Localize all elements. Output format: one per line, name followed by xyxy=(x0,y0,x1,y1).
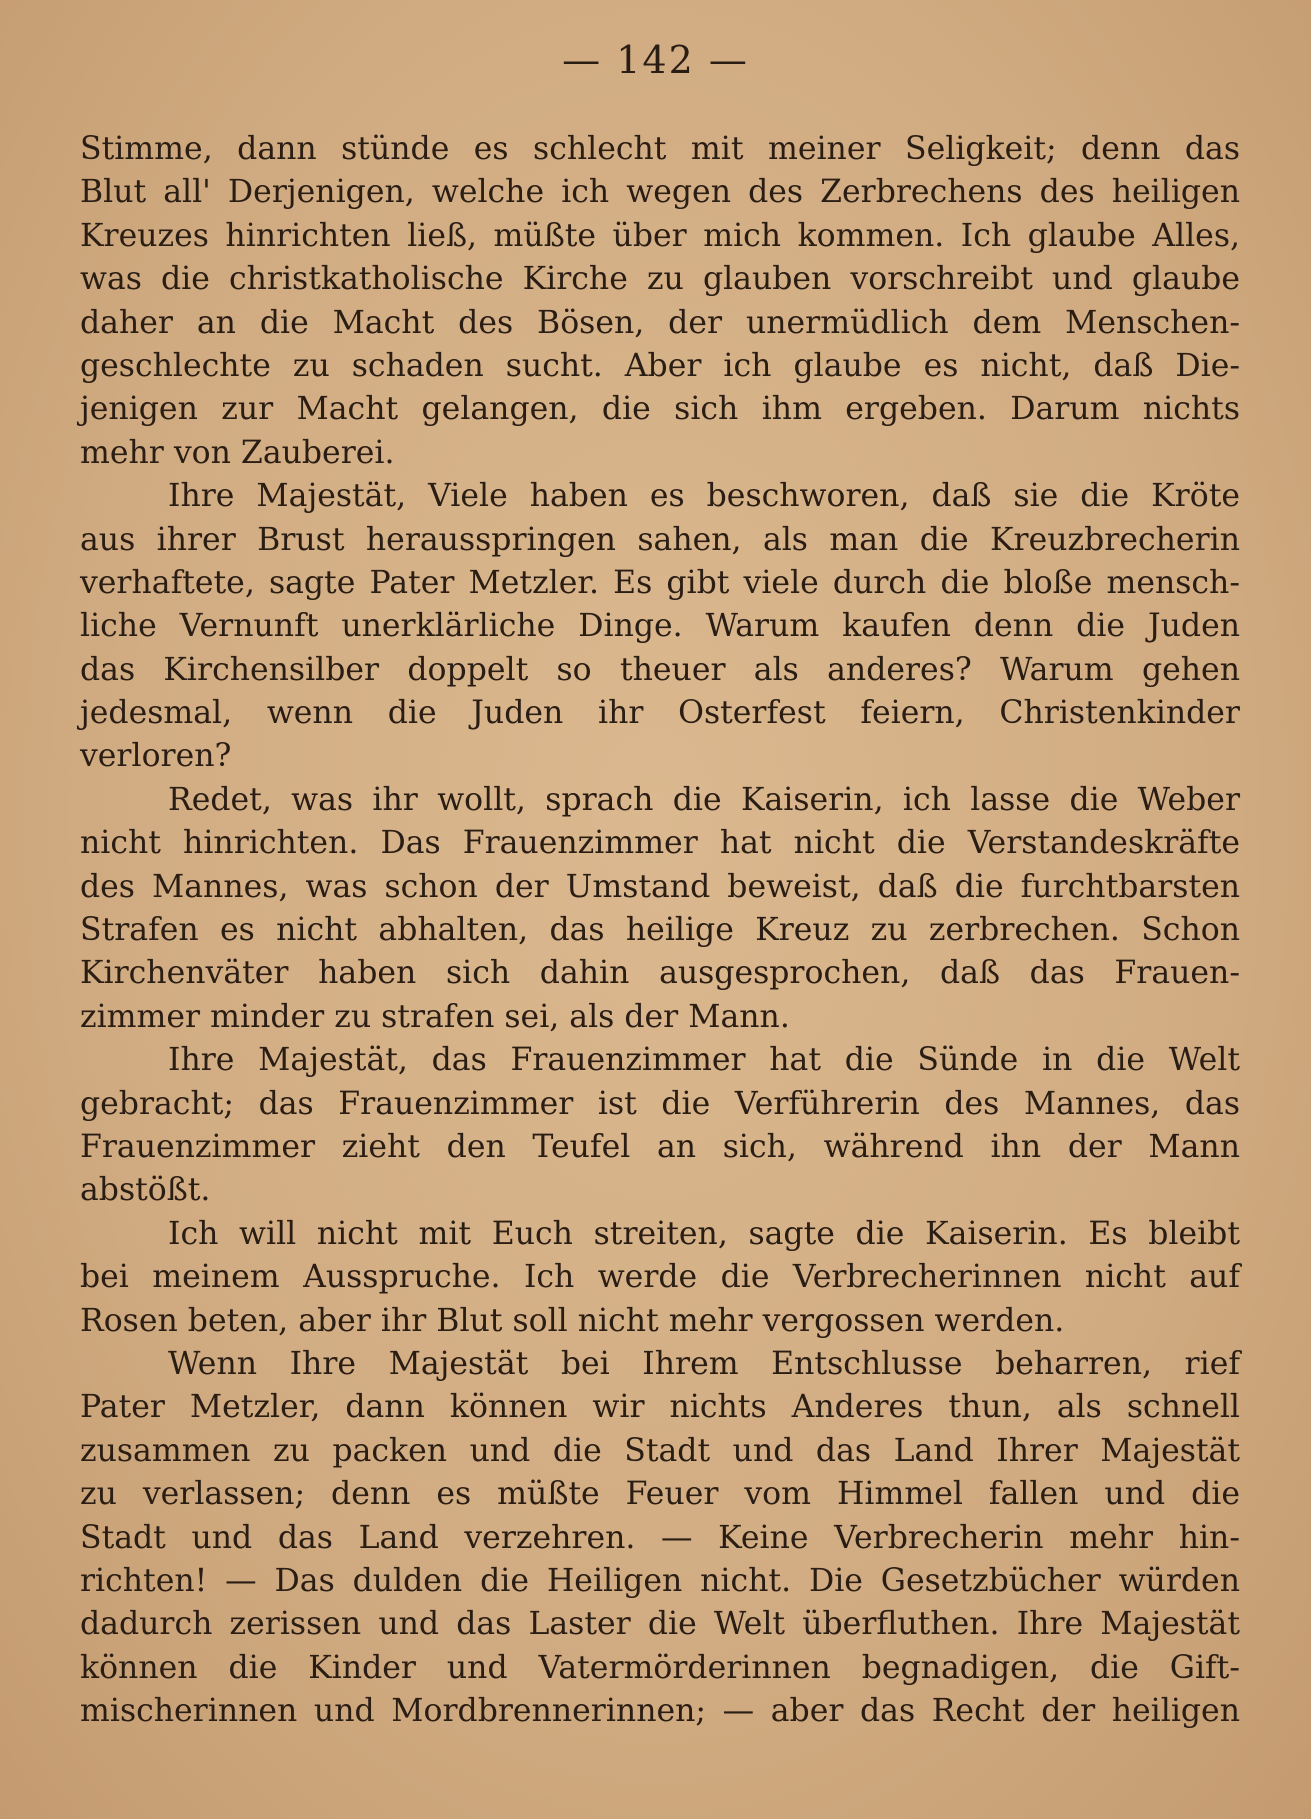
text-line: verhaftete, sagte Pater Metzler. Es gibt viele durch die bloße mensch- xyxy=(80,564,1240,601)
text-line: Frauenzimmer zieht den Teufel an sich, während ihn der Mann xyxy=(80,1128,1240,1165)
text-line: abstößt. xyxy=(80,1172,211,1209)
text-line: geschlechte zu schaden sucht. Aber ich glaube es nicht, daß Die- xyxy=(80,347,1240,384)
text-line: Ihre Majestät, Viele haben es beschworen, daß sie die Kröte xyxy=(168,478,1240,515)
text-line: Kreuzes hinrichten ließ, müßte über mich kommen. Ich glaube Alles, xyxy=(80,217,1240,254)
text-line: Ihre Majestät, das Frauenzimmer hat die Sünde in die Welt xyxy=(168,1042,1240,1079)
text-line: mehr von Zauberei. xyxy=(80,434,395,471)
text-line: dadurch zerissen und das Laster die Welt überfluthen. Ihre Majestät xyxy=(80,1606,1240,1643)
text-line: gebracht; das Frauenzimmer ist die Verführerin des Mannes, das xyxy=(80,1085,1240,1122)
text-line: nicht hinrichten. Das Frauenzimmer hat nicht die Verstandeskräfte xyxy=(80,825,1240,862)
text-line: Ich will nicht mit Euch streiten, sagte die Kaiserin. Es bleibt xyxy=(168,1215,1240,1252)
text-line: was die christkatholische Kirche zu glauben vorschreibt und glaube xyxy=(80,261,1240,298)
text-line: aus ihrer Brust herausspringen sahen, als man die Kreuzbrecherin xyxy=(80,521,1240,558)
text-line: liche Vernunft unerklärliche Dinge. Warum kaufen denn die Juden xyxy=(80,608,1240,645)
text-line: zusammen zu packen und die Stadt und das Land Ihrer Majestät xyxy=(80,1432,1240,1469)
text-line: Pater Metzler, dann können wir nichts Anderes thun, als schnell xyxy=(80,1389,1240,1426)
text-line: verloren? xyxy=(80,738,232,775)
text-line: Redet, was ihr wollt, sprach die Kaiserin, ich lasse die Weber xyxy=(168,781,1240,818)
text-line: jenigen zur Macht gelangen, die sich ihm ergeben. Darum nichts xyxy=(80,391,1240,428)
text-line: können die Kinder und Vatermörderinnen begnadigen, die Gift- xyxy=(80,1649,1240,1686)
text-line: jedesmal, wenn die Juden ihr Osterfest feiern, Christenkinder xyxy=(80,695,1240,732)
text-line: Blut all' Derjenigen, welche ich wegen des Zerbrechens des heiligen xyxy=(80,174,1240,211)
text-line: zu verlassen; denn es müßte Feuer vom Himmel fallen und die xyxy=(80,1476,1240,1513)
page-number: — 142 — xyxy=(562,38,749,82)
text-line: richten! — Das dulden die Heiligen nicht. Die Gesetzbücher würden xyxy=(80,1562,1240,1599)
text-line: Strafen es nicht abhalten, das heilige Kreuz zu zerbrechen. Schon xyxy=(80,912,1240,949)
text-line: Rosen beten, aber ihr Blut soll nicht mehr vergossen werden. xyxy=(80,1302,1065,1339)
text-line: des Mannes, was schon der Umstand beweist, daß die furchtbarsten xyxy=(80,868,1240,905)
text-line: Kirchenväter haben sich dahin ausgesprochen, daß das Frauen- xyxy=(80,955,1240,992)
text-line: zimmer minder zu strafen sei, als der Mann. xyxy=(80,998,790,1035)
text-line: das Kirchensilber doppelt so theuer als anderes? Warum gehen xyxy=(80,651,1240,688)
text-line: bei meinem Ausspruche. Ich werde die Verbrecherinnen nicht auf xyxy=(80,1259,1240,1296)
text-line: mischerinnen und Mordbrennerinnen; — aber das Recht der heiligen xyxy=(80,1693,1240,1730)
text-line: daher an die Macht des Bösen, der unermüdlich dem Menschen- xyxy=(80,304,1240,341)
text-line: Stadt und das Land verzehren. — Keine Verbrecherin mehr hin- xyxy=(80,1519,1240,1556)
text-line: Stimme, dann stünde es schlecht mit meiner Seligkeit; denn das xyxy=(80,131,1240,167)
page-body xyxy=(80,128,1240,1733)
text-line: Wenn Ihre Majestät bei Ihrem Entschlusse beharren, rief xyxy=(168,1345,1240,1382)
